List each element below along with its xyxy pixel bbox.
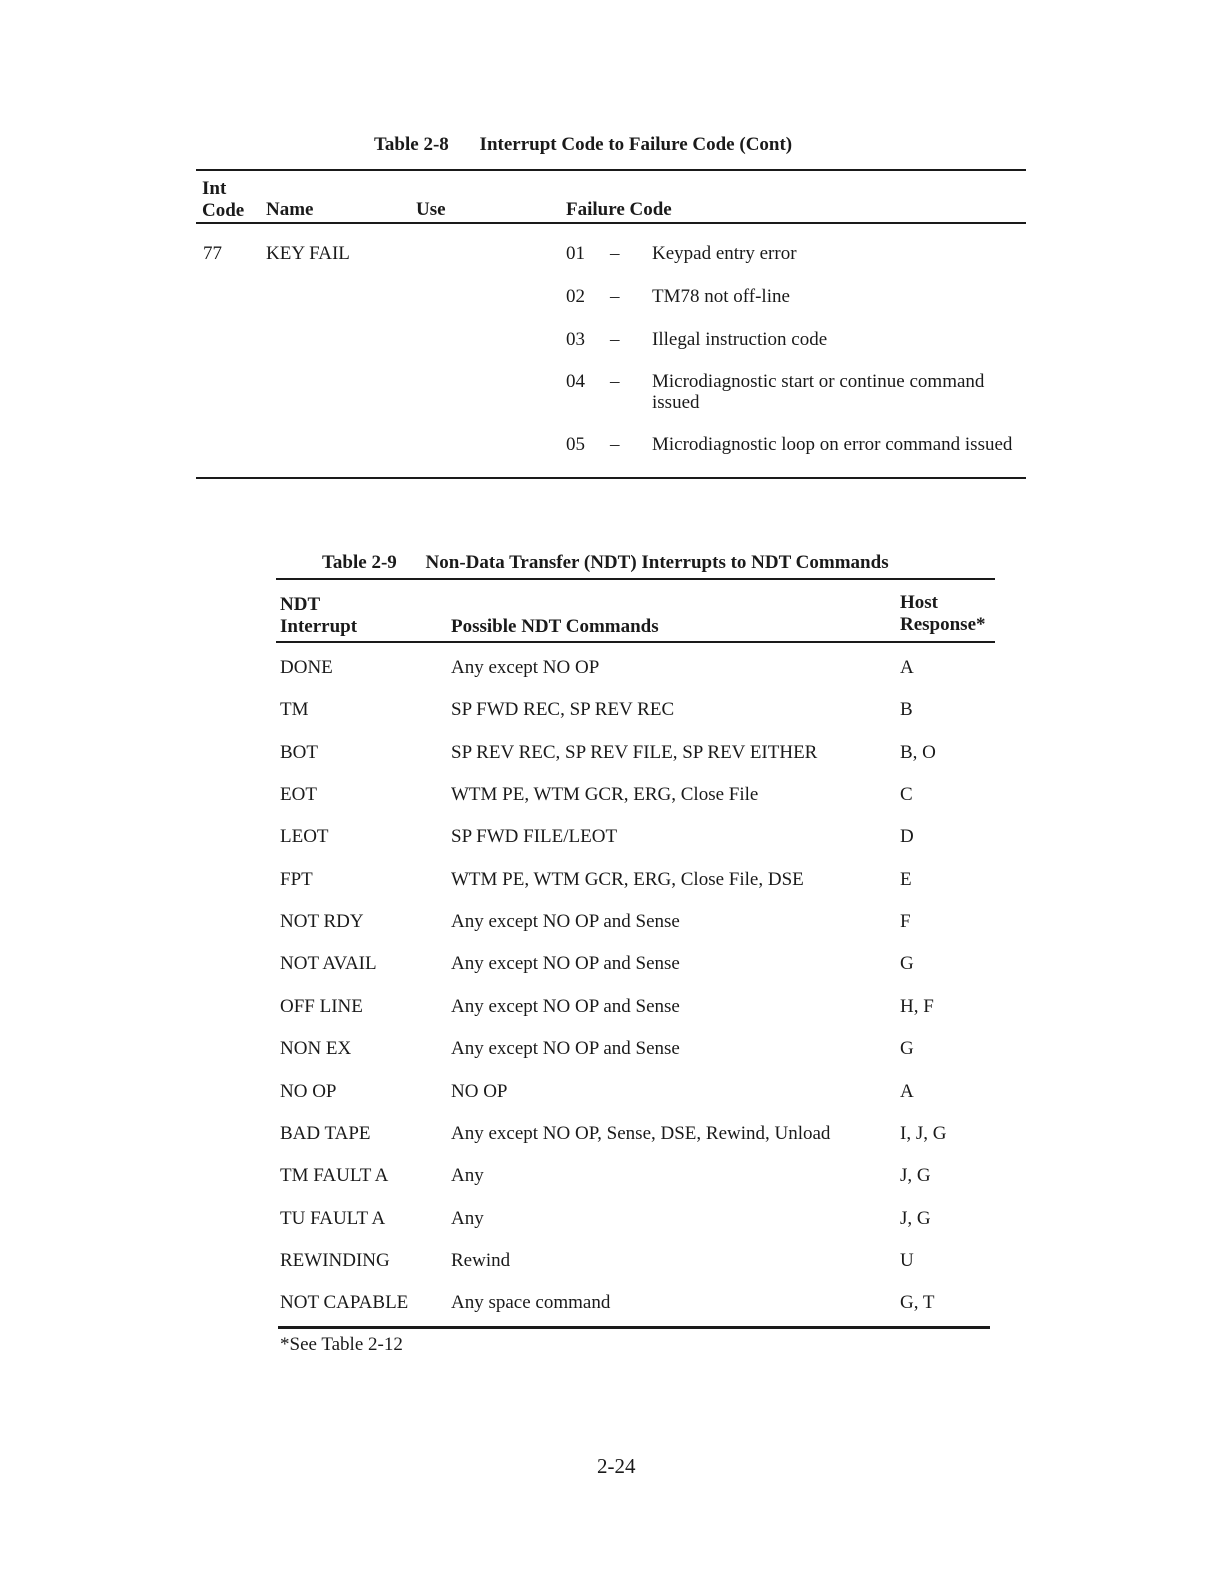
- page-number: 2-24: [597, 1454, 636, 1478]
- ndt-interrupt-cell: TM: [280, 699, 309, 720]
- header-ndt-interrupt: [280, 594, 357, 638]
- ndt-response-cell: B: [900, 699, 913, 720]
- ndt-commands-cell: SP FWD REC, SP REV REC: [451, 699, 675, 720]
- failure-dash: –: [610, 371, 620, 392]
- ndt-interrupt-cell: DONE: [280, 657, 333, 678]
- table-2-9-title: Non-Data Transfer (NDT) Interrupts to NDT Commands: [425, 552, 889, 573]
- ndt-interrupt-cell: EOT: [280, 784, 317, 805]
- ndt-response-cell: C: [900, 784, 913, 805]
- table-2-9-bottom-rule: [278, 1326, 990, 1329]
- table-2-8-header-rule: [196, 222, 1026, 224]
- ndt-commands-cell: SP FWD FILE/LEOT: [451, 826, 618, 847]
- ndt-interrupt-cell: BOT: [280, 742, 318, 763]
- table-2-9-header-rule: [276, 641, 995, 643]
- table-2-9-footnote: *See Table 2-12: [280, 1334, 403, 1355]
- table-2-8-number: Table 2-8: [374, 134, 449, 155]
- ndt-response-cell: E: [900, 869, 912, 890]
- failure-dash: –: [610, 243, 620, 264]
- ndt-commands-cell: Any except NO OP: [451, 657, 600, 678]
- ndt-interrupt-cell: BAD TAPE: [280, 1123, 371, 1144]
- failure-description: Microdiagnostic start or continue command issued: [652, 371, 985, 413]
- failure-dash: –: [610, 286, 620, 307]
- ndt-commands-cell: SP REV REC, SP REV FILE, SP REV EITHER: [451, 742, 818, 763]
- failure-code: 02: [566, 286, 585, 307]
- header-int-line2: Code: [202, 200, 245, 221]
- ndt-response-cell: H, F: [900, 996, 934, 1017]
- table-2-8-title: Interrupt Code to Failure Code (Cont): [479, 134, 793, 155]
- ndt-commands-cell: Any except NO OP and Sense: [451, 996, 680, 1017]
- ndt-response-cell: I, J, G: [900, 1123, 947, 1144]
- table-2-8-bottom-rule: [196, 477, 1026, 479]
- ndt-response-cell: A: [900, 657, 914, 678]
- ndt-commands-cell: WTM PE, WTM GCR, ERG, Close File: [451, 784, 759, 805]
- table-2-9-number: Table 2-9: [322, 552, 397, 573]
- ndt-commands-cell: NO OP: [451, 1081, 508, 1102]
- ndt-response-cell: J, G: [900, 1208, 931, 1229]
- ndt-response-cell: F: [900, 911, 911, 932]
- header-host-line2: Response*: [900, 614, 986, 635]
- failure-description: Microdiagnostic loop on error command issued: [652, 434, 1013, 455]
- failure-dash: –: [610, 329, 620, 350]
- ndt-interrupt-cell: NOT CAPABLE: [280, 1292, 409, 1313]
- table-2-9-top-rule: [276, 578, 995, 580]
- ndt-commands-cell: Any: [451, 1208, 484, 1229]
- failure-code: 03: [566, 329, 585, 350]
- header-host-response: [900, 592, 986, 636]
- header-ndt-line1: NDT: [280, 594, 321, 615]
- header-int-line1: Int: [202, 178, 227, 199]
- header-possible-commands: Possible NDT Commands: [451, 616, 659, 637]
- failure-description: Illegal instruction code: [652, 329, 828, 350]
- ndt-interrupt-cell: LEOT: [280, 826, 329, 847]
- name-value: KEY FAIL: [266, 243, 350, 264]
- ndt-commands-cell: Any except NO OP and Sense: [451, 953, 680, 974]
- table-2-8-caption: [374, 134, 792, 156]
- ndt-interrupt-cell: OFF LINE: [280, 996, 363, 1017]
- header-name: Name: [266, 199, 314, 220]
- ndt-interrupt-cell: NO OP: [280, 1081, 337, 1102]
- ndt-response-cell: U: [900, 1250, 914, 1271]
- ndt-interrupt-cell: NOT AVAIL: [280, 953, 377, 974]
- ndt-response-cell: B, O: [900, 742, 936, 763]
- failure-code: 04: [566, 371, 585, 392]
- ndt-interrupt-cell: NON EX: [280, 1038, 352, 1059]
- ndt-commands-cell: Any except NO OP and Sense: [451, 1038, 680, 1059]
- header-host-line1: Host: [900, 592, 938, 613]
- ndt-interrupt-cell: FPT: [280, 869, 313, 890]
- ndt-interrupt-cell: NOT RDY: [280, 911, 364, 932]
- int-code-value: 77: [203, 243, 222, 264]
- ndt-commands-cell: WTM PE, WTM GCR, ERG, Close File, DSE: [451, 869, 804, 890]
- header-use: Use: [416, 199, 446, 220]
- ndt-response-cell: G: [900, 953, 914, 974]
- table-2-9-caption: [322, 552, 889, 574]
- ndt-response-cell: G: [900, 1038, 914, 1059]
- failure-description: Keypad entry error: [652, 243, 797, 264]
- ndt-response-cell: J, G: [900, 1165, 931, 1186]
- ndt-interrupt-cell: TM FAULT A: [280, 1165, 389, 1186]
- header-failure-code: Failure Code: [566, 199, 672, 220]
- header-int-code: [202, 178, 244, 222]
- ndt-commands-cell: Any: [451, 1165, 484, 1186]
- ndt-interrupt-cell: TU FAULT A: [280, 1208, 386, 1229]
- ndt-commands-cell: Any except NO OP and Sense: [451, 911, 680, 932]
- failure-dash: –: [610, 434, 620, 455]
- ndt-response-cell: A: [900, 1081, 914, 1102]
- ndt-response-cell: G, T: [900, 1292, 935, 1313]
- ndt-commands-cell: Any except NO OP, Sense, DSE, Rewind, Unload: [451, 1123, 831, 1144]
- header-ndt-line2: Interrupt: [280, 616, 358, 637]
- ndt-commands-cell: Rewind: [451, 1250, 511, 1271]
- ndt-response-cell: D: [900, 826, 914, 847]
- table-2-8-top-rule: [196, 169, 1026, 171]
- failure-code: 01: [566, 243, 585, 264]
- failure-description: TM78 not off-line: [652, 286, 790, 307]
- ndt-interrupt-cell: REWINDING: [280, 1250, 390, 1271]
- failure-code: 05: [566, 434, 585, 455]
- ndt-commands-cell: Any space command: [451, 1292, 611, 1313]
